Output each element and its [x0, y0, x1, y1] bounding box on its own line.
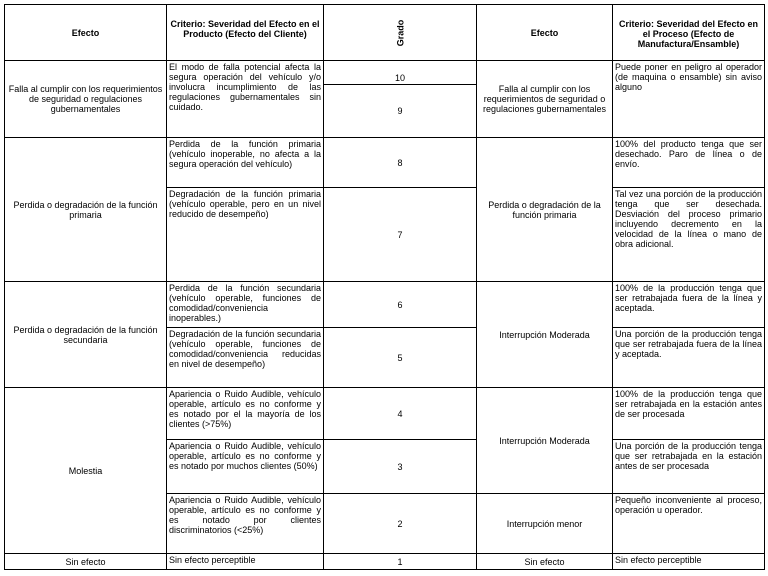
- criterio-proceso-cell: Una porción de la producción tenga que ser retrabajada fuera de la línea y aceptada.: [613, 328, 765, 388]
- header-grado: [324, 5, 477, 61]
- header-criterio-proceso: Criterio: Severidad del Efecto en el Proceso (Efecto de Manufactura/Ensamble): [613, 5, 765, 61]
- criterio-proceso-cell: Sin efecto perceptible: [613, 554, 765, 570]
- criterio-proceso-cell: Una porción de la producción tenga que ser retrabajada en la estación antes de ser procesada: [613, 440, 765, 494]
- header-efecto-proceso: Efecto: [477, 5, 613, 61]
- efecto-proceso-cell: Sin efecto: [477, 554, 613, 570]
- criterio-proceso-cell: Puede poner en peligro al operador (de maquina o ensamble) sin aviso alguno: [613, 61, 765, 138]
- table-row: [5, 388, 765, 440]
- grado-cell: 2: [324, 494, 477, 554]
- grado-cell: 10: [324, 61, 477, 85]
- efecto-proceso-cell: Interrupción menor: [477, 494, 613, 554]
- criterio-producto-cell: Degradación de la función secundaria (vehículo operable, funciones de comodidad/conveniencia reducidas en nivel de desempeño): [167, 328, 324, 388]
- grado-cell: 6: [324, 282, 477, 328]
- table-row: [5, 138, 765, 188]
- efecto-proceso-cell: Interrupción Moderada: [477, 282, 613, 388]
- header-efecto: Efecto: [5, 5, 167, 61]
- efecto-producto-cell: Perdida o degradación de la función secundaria: [5, 282, 167, 388]
- grado-cell: 3: [324, 440, 477, 494]
- severity-table: [4, 4, 765, 570]
- criterio-producto-cell: Apariencia o Ruido Audible, vehículo operable, artículo es no conforme y es notado por clientes discriminatorios (<25%): [167, 494, 324, 554]
- efecto-proceso-cell: Perdida o degradación de la función primaria: [477, 138, 613, 282]
- efecto-proceso-cell: Falla al cumplir con los requerimientos de seguridad o regulaciones gubernamentales: [477, 61, 613, 138]
- criterio-proceso-cell: Tal vez una porción de la producción tenga que ser desechada. Desviación del proceso primario incluyendo decremento en la velocidad de la línea o mano de obra adicional.: [613, 188, 765, 282]
- grado-cell: 4: [324, 388, 477, 440]
- criterio-proceso-cell: 100% de la producción tenga que ser retrabajada fuera de la línea y aceptada.: [613, 282, 765, 328]
- header-grado-label: Grado: [394, 19, 405, 46]
- table-row: [5, 554, 765, 570]
- criterio-producto-cell: El modo de falla potencial afecta la segura operación del vehículo y/o involucra incumplimiento de las regulaciones gubernamentales sin cuidado.: [167, 61, 324, 138]
- criterio-producto-cell: Apariencia o Ruido Audible, vehículo operable, artículo es no conforme y es notado por muchos clientes (50%): [167, 440, 324, 494]
- criterio-producto-cell: Sin efecto perceptible: [167, 554, 324, 570]
- efecto-producto-cell: Perdida o degradación de la función primaria: [5, 138, 167, 282]
- criterio-producto-cell: Degradación de la función primaria (vehículo operable, pero en un nivel reducido de desempeño): [167, 188, 324, 282]
- criterio-producto-cell: Perdida de la función secundaria (vehículo operable, funciones de comodidad/conveniencia inoperables.): [167, 282, 324, 328]
- efecto-proceso-cell: Interrupción Moderada: [477, 388, 613, 494]
- criterio-proceso-cell: Pequeño inconveniente al proceso, operación u operador.: [613, 494, 765, 554]
- criterio-producto-cell: Perdida de la función primaria (vehículo inoperable, no afecta a la segura operación del vehículo): [167, 138, 324, 188]
- grado-cell: 5: [324, 328, 477, 388]
- grado-cell: 7: [324, 188, 477, 282]
- table-row: [5, 282, 765, 328]
- header-row: [5, 5, 765, 61]
- criterio-producto-cell: Apariencia o Ruido Audible, vehículo operable, artículo es no conforme y es notado por el la mayoría de los clientes (>75%): [167, 388, 324, 440]
- grado-cell: 1: [324, 554, 477, 570]
- grado-cell: 9: [324, 85, 477, 138]
- header-criterio-producto: Criterio: Severidad del Efecto en el Producto (Efecto del Cliente): [167, 5, 324, 61]
- efecto-producto-cell: Sin efecto: [5, 554, 167, 570]
- criterio-proceso-cell: 100% del producto tenga que ser desechado. Paro de línea o de envío.: [613, 138, 765, 188]
- efecto-producto-cell: Falla al cumplir con los requerimientos de seguridad o regulaciones gubernamentales: [5, 61, 167, 138]
- criterio-proceso-cell: 100% de la producción tenga que ser retrabajada en la estación antes de ser procesada: [613, 388, 765, 440]
- grado-cell: 8: [324, 138, 477, 188]
- efecto-producto-cell: Molestia: [5, 388, 167, 554]
- table-row: [5, 61, 765, 85]
